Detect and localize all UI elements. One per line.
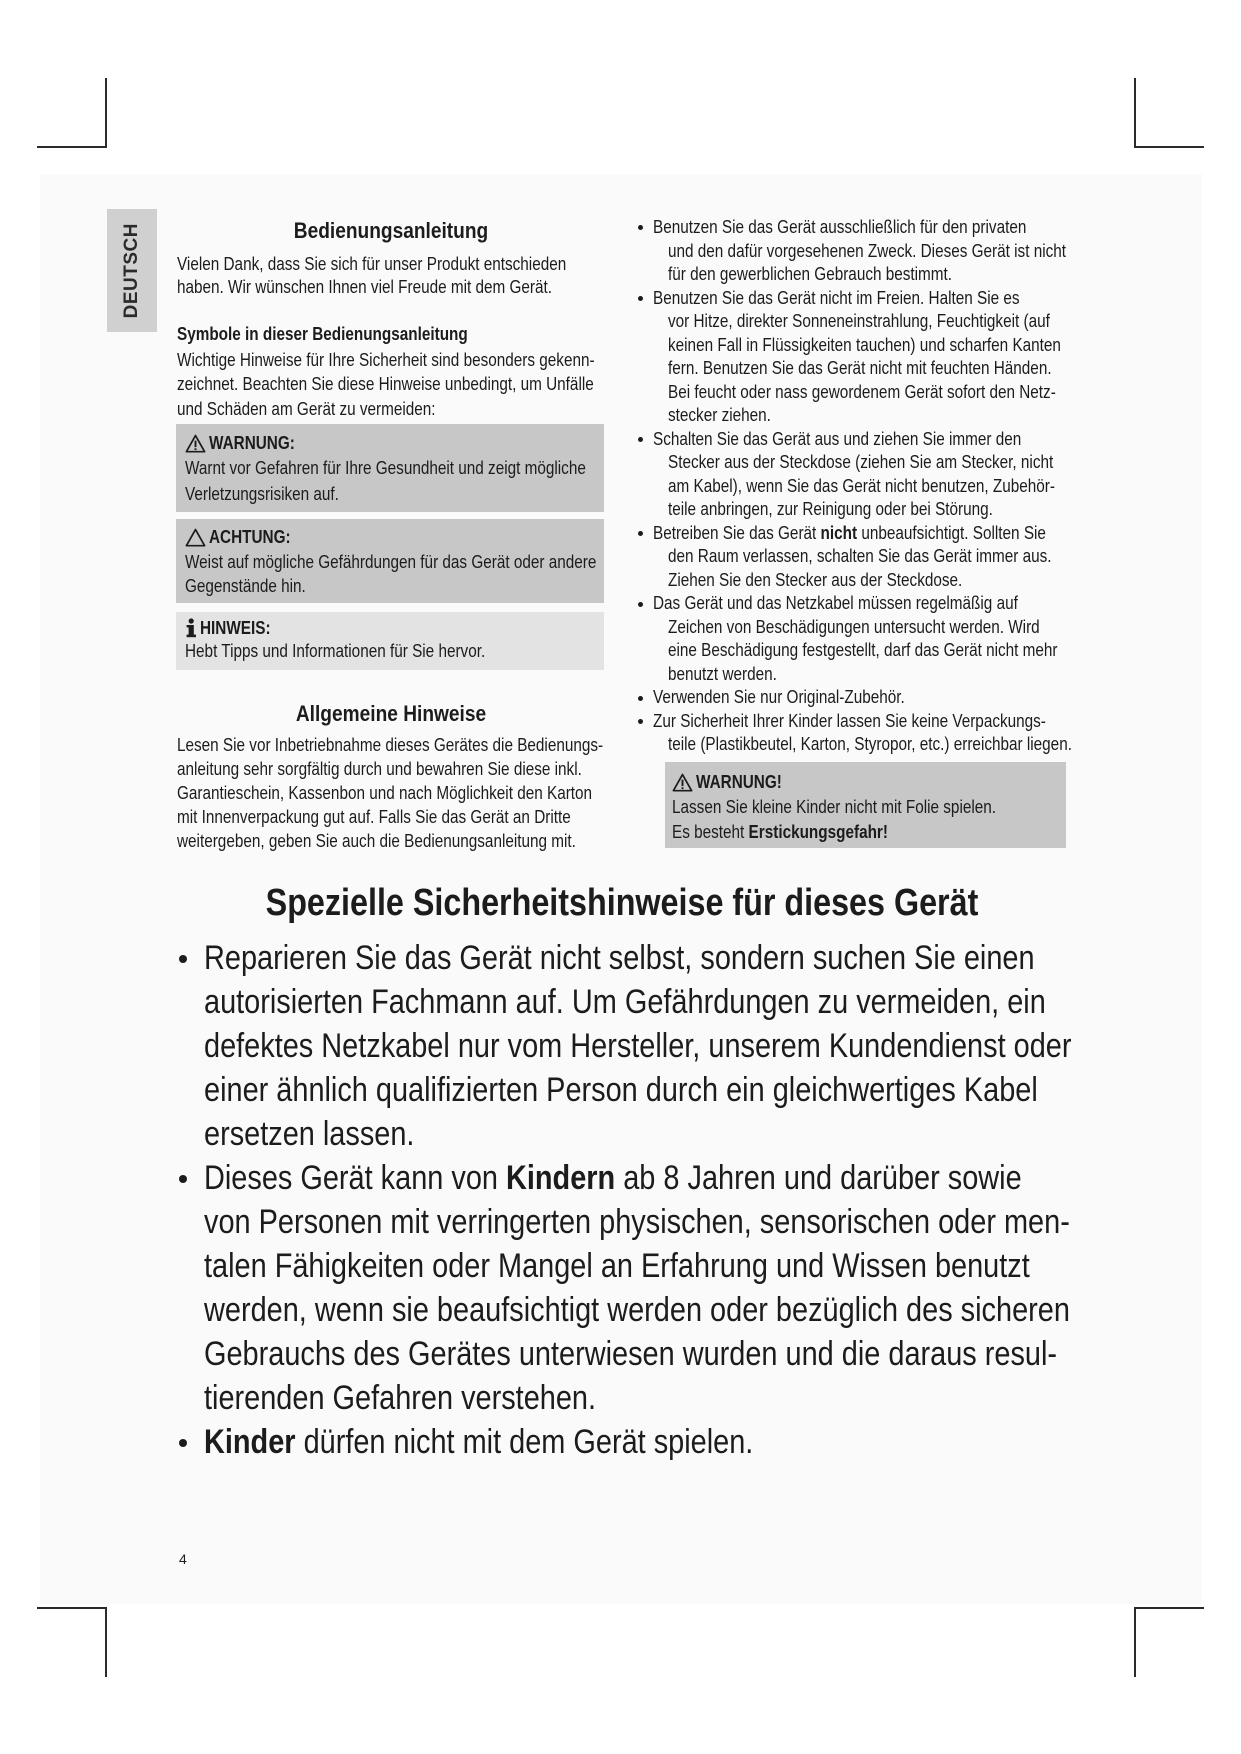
bullet-dot bbox=[179, 1175, 187, 1183]
text-segment: dürfen nicht mit dem Gerät spielen. bbox=[295, 1422, 754, 1461]
text-line: Ziehen Sie den Stecker aus der Steckdose. bbox=[667, 569, 962, 590]
text-line: Gebrauchs des Gerätes unterwiesen wurden und die daraus resul- bbox=[204, 1334, 1058, 1373]
text-line: werden, wenn sie beaufsichtigt werden oder bezüglich des sicheren bbox=[204, 1290, 1070, 1329]
warning-triangle-icon bbox=[185, 434, 206, 453]
text-line: Hebt Tipps und Informationen für Sie hervor. bbox=[185, 641, 486, 661]
text-line: stecker ziehen. bbox=[667, 405, 771, 426]
text-line: Gegenstände hin. bbox=[185, 576, 306, 596]
list-item bbox=[179, 936, 1072, 1156]
symbols-paragraph bbox=[177, 348, 605, 422]
crop-mark bbox=[1134, 78, 1136, 148]
symbols-heading: Symbole in dieser Bedienungsanleitung bbox=[177, 324, 468, 344]
crop-mark bbox=[105, 78, 107, 148]
crop-mark bbox=[37, 1607, 107, 1609]
text-line: Zur Sicherheit Ihrer Kinder lassen Sie keine Verpackungs- bbox=[653, 710, 1046, 731]
text-line: autorisierten Fachmann auf. Um Gefährdungen zu vermeiden, ein bbox=[204, 982, 1046, 1021]
text-line bbox=[204, 1156, 1022, 1200]
text-line: am Kabel), wenn Sie das Gerät nicht benutzen, Zubehör- bbox=[667, 475, 1055, 496]
text-segment: unbeaufsichtigt. Sollten Sie bbox=[857, 522, 1046, 543]
crop-mark bbox=[1134, 1607, 1204, 1609]
text-line: den Raum verlassen, schalten Sie das Gerät immer aus. bbox=[667, 546, 1052, 567]
text-line: tierenden Gefahren verstehen. bbox=[204, 1378, 597, 1417]
bold-text: Kindern bbox=[506, 1158, 616, 1197]
text-line bbox=[672, 820, 1007, 845]
page-number: 4 bbox=[179, 1551, 187, 1567]
text-line: einer ähnlich qualifizierten Person durch ein gleichwertiges Kabel bbox=[204, 1070, 1038, 1109]
text-line: mit Innenverpackung gut auf. Falls Sie das Gerät an Dritte bbox=[177, 807, 571, 827]
note-notice-title bbox=[185, 617, 604, 641]
crop-mark bbox=[37, 146, 107, 148]
list-item bbox=[638, 592, 1071, 686]
info-icon bbox=[185, 618, 197, 638]
general-paragraph bbox=[177, 733, 605, 853]
bold-text: Kinder bbox=[204, 1422, 296, 1461]
special-safety-title: Spezielle Sicherheitshinweise für dieses Gerät bbox=[265, 882, 979, 924]
text-line: teile (Plastikbeutel, Karton, Styropor, etc.) erreichbar liegen. bbox=[667, 734, 1072, 755]
text-line: defektes Netzkabel nur vom Hersteller, unserem Kundendienst oder bbox=[204, 1026, 1072, 1065]
text-line: Lassen Sie kleine Kinder nicht mit Folie spielen. bbox=[672, 796, 997, 817]
text-line: haben. Wir wünschen Ihnen viel Freude mit dem Gerät. bbox=[177, 276, 553, 297]
text-segment: Betreiben Sie das Gerät bbox=[653, 522, 821, 543]
text-line: Lesen Sie vor Inbetriebnahme dieses Gerätes die Bedienungs- bbox=[177, 735, 604, 755]
language-tab bbox=[107, 209, 157, 332]
text-line bbox=[653, 522, 1046, 546]
caution-notice-box bbox=[176, 519, 604, 603]
bullet-dot bbox=[638, 719, 643, 724]
text-line: Stecker aus der Steckdose (ziehen Sie am Stecker, nicht bbox=[667, 452, 1053, 473]
caution-notice-title bbox=[185, 525, 604, 550]
warning-triangle-icon bbox=[672, 773, 693, 792]
text-line: keinen Fall in Flüssigkeiten tauchen) und scharfen Kanten bbox=[667, 334, 1061, 355]
caution-triangle-icon bbox=[185, 528, 206, 547]
language-tab-label: DEUTSCH bbox=[121, 222, 142, 319]
bullet-dot bbox=[638, 531, 643, 536]
text-segment: ab 8 Jahren und darüber sowie bbox=[615, 1158, 1022, 1197]
text-line: Schalten Sie das Gerät aus und ziehen Sie immer den bbox=[653, 428, 1022, 449]
bold-text: Erstickungsgefahr! bbox=[748, 821, 888, 842]
text-line: Wichtige Hinweise für Ihre Sicherheit sind besonders gekenn- bbox=[177, 349, 595, 370]
note-notice-label: HINWEIS: bbox=[200, 617, 271, 638]
list-item bbox=[179, 1156, 1069, 1420]
intro-paragraph bbox=[177, 253, 605, 299]
text-line: ersetzen lassen. bbox=[204, 1114, 415, 1153]
text-line: Vielen Dank, dass Sie sich für unser Produkt entschieden bbox=[177, 253, 567, 274]
text-segment: Dieses Gerät kann von bbox=[204, 1158, 507, 1197]
warning-notice-title bbox=[185, 431, 604, 457]
bullet-dot bbox=[638, 696, 643, 701]
text-line: Benutzen Sie das Gerät ausschließlich für den privaten bbox=[653, 217, 1027, 237]
text-line: für den gewerblichen Gebrauch bestimmt. bbox=[667, 264, 952, 285]
general-heading: Allgemeine Hinweise bbox=[295, 700, 487, 726]
caution-notice-label: ACHTUNG: bbox=[209, 527, 291, 547]
text-segment: Es besteht bbox=[672, 821, 749, 842]
warning-notice-label: WARNUNG: bbox=[209, 432, 295, 453]
text-line: Reparieren Sie das Gerät nicht selbst, sondern suchen Sie einen bbox=[204, 938, 1035, 977]
text-line: zeichnet. Beachten Sie diese Hinweise unbedingt, um Unfälle bbox=[177, 374, 594, 394]
special-safety-list bbox=[179, 936, 1072, 1464]
text-line bbox=[204, 1420, 939, 1464]
text-line: Zeichen von Beschädigungen untersucht werden. Wird bbox=[667, 616, 1040, 637]
bold-text: nicht bbox=[820, 522, 858, 543]
child-warning-label: WARNUNG! bbox=[696, 771, 782, 792]
safety-bullet-list bbox=[638, 216, 1071, 757]
text-line: fern. Benutzen Sie das Gerät nicht mit feuchten Händen. bbox=[667, 358, 1052, 379]
text-line: vor Hitze, direkter Sonneneinstrahlung, Feuchtigkeit (auf bbox=[667, 311, 1050, 332]
text-line: Garantieschein, Kassenbon und nach Möglichkeit den Karton bbox=[177, 783, 593, 803]
note-notice-box bbox=[176, 612, 604, 670]
text-line: Verwenden Sie nur Original-Zubehör. bbox=[653, 687, 905, 708]
bullet-dot bbox=[638, 225, 643, 230]
text-line: Das Gerät und das Netzkabel müssen regelmäßig auf bbox=[653, 593, 1018, 614]
list-item bbox=[638, 287, 1071, 428]
list-item bbox=[638, 216, 1071, 287]
text-line: Verletzungsrisiken auf. bbox=[185, 483, 339, 504]
crop-mark bbox=[1134, 1607, 1136, 1677]
crop-mark bbox=[105, 1607, 107, 1677]
crop-mark bbox=[1134, 146, 1204, 148]
text-line: und den dafür vorgesehenen Zweck. Dieses Gerät ist nicht bbox=[667, 240, 1066, 261]
text-line: Warnt vor Gefahren für Ihre Gesundheit und zeigt mögliche bbox=[185, 458, 586, 478]
text-line: Weist auf mögliche Gefährdungen für das Gerät oder andere bbox=[185, 551, 597, 572]
text-line: benutzt werden. bbox=[667, 663, 777, 684]
text-line: eine Beschädigung festgestellt, darf das Gerät nicht mehr bbox=[667, 640, 1058, 661]
symbols-heading-block bbox=[177, 322, 605, 346]
list-item bbox=[179, 1420, 1069, 1464]
list-item bbox=[638, 522, 1071, 593]
warning-notice-box bbox=[176, 424, 604, 512]
bullet-dot bbox=[638, 602, 643, 607]
text-line: und Schäden am Gerät zu vermeiden: bbox=[177, 398, 436, 419]
text-line: Bei feucht oder nass gewordenem Gerät sofort den Netz- bbox=[667, 381, 1056, 402]
text-line: anleitung sehr sorgfältig durch und bewahren Sie diese inkl. bbox=[177, 759, 582, 779]
manual-title: Bedienungsanleitung bbox=[293, 218, 489, 243]
text-line: von Personen mit verringerten physischen, sensorischen oder men- bbox=[204, 1202, 1070, 1241]
bullet-dot bbox=[638, 437, 643, 442]
text-line: teile anbringen, zur Reinigung oder bei Störung. bbox=[667, 499, 993, 520]
text-line: talen Fähigkeiten oder Mangel an Erfahrung und Wissen benutzt bbox=[204, 1246, 1030, 1285]
list-item bbox=[638, 686, 1071, 710]
text-line: weitergeben, geben Sie auch die Bedienungsanleitung mit. bbox=[177, 831, 576, 851]
list-item bbox=[638, 710, 1071, 757]
child-warning-box bbox=[665, 762, 1066, 848]
bullet-dot bbox=[179, 1439, 187, 1447]
bullet-dot bbox=[638, 296, 643, 301]
child-warning-title bbox=[672, 770, 1066, 795]
bullet-dot bbox=[179, 955, 187, 963]
list-item bbox=[638, 428, 1071, 522]
text-line: Benutzen Sie das Gerät nicht im Freien. Halten Sie es bbox=[653, 287, 1020, 308]
